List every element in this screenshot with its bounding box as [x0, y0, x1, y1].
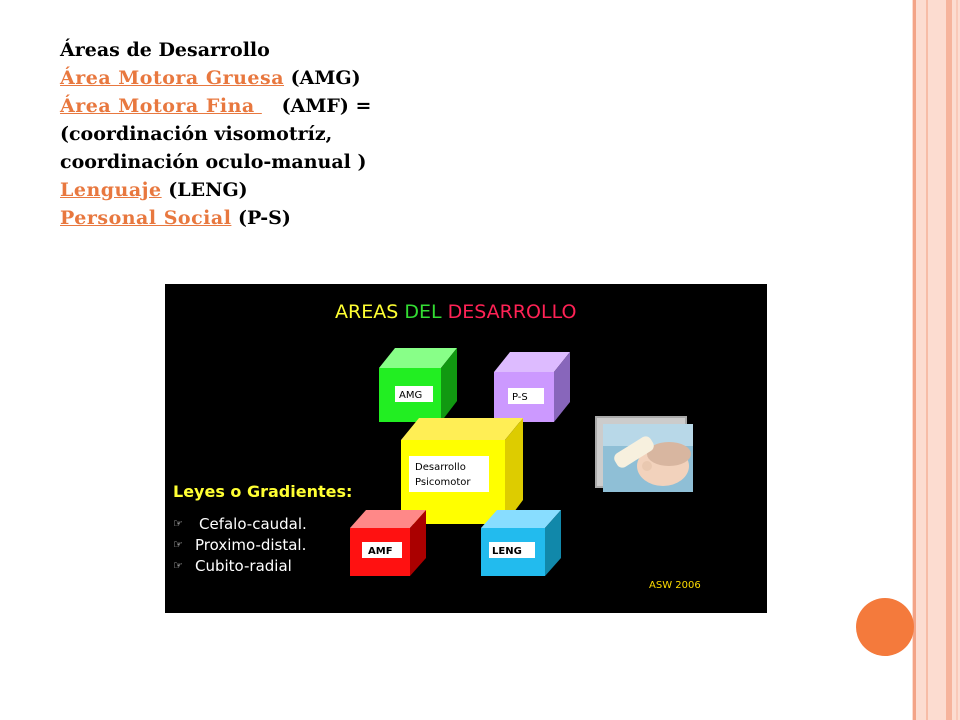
cube-amg-label: AMG — [399, 390, 423, 401]
border-stripe — [956, 0, 958, 720]
item-amf — [60, 92, 440, 120]
border-stripe — [946, 0, 952, 720]
cube-leng-label: LENG — [492, 546, 522, 557]
cube-desarrollo-psicomotor — [401, 418, 523, 524]
cube-amg — [379, 348, 457, 422]
credit-text: ASW 2006 — [649, 580, 701, 591]
item-suffix: (AMG) — [284, 67, 361, 89]
item-ps — [60, 204, 440, 232]
amf-description: (coordinación visomotríz, — [60, 123, 333, 145]
laws-title: Leyes o Gradientes: — [173, 482, 353, 501]
areas-text — [60, 36, 440, 232]
item-suffix: (LENG) — [161, 179, 248, 201]
heading: Áreas de Desarrollo — [60, 39, 270, 61]
right-border — [912, 0, 960, 720]
border-stripe — [926, 0, 928, 720]
bullet-icon: ☞ — [173, 559, 183, 572]
bullet-icon: ☞ — [173, 517, 183, 530]
cube-amf — [350, 510, 426, 576]
law-item: Proximo-distal. — [195, 536, 307, 554]
laws-list — [173, 515, 307, 575]
item-suffix: (AMF) = — [261, 95, 372, 117]
amf-description: coordinación oculo-manual ) — [60, 151, 367, 173]
areas-diagram — [165, 284, 767, 613]
cube-center-label: Psicomotor — [415, 477, 471, 488]
cube-amf-label: AMF — [368, 546, 393, 557]
link-area-motora-fina[interactable]: Área Motora Fina — [60, 95, 262, 117]
item-leng — [60, 176, 440, 204]
law-item: Cefalo-caudal. — [199, 515, 307, 533]
law-item: Cubito-radial — [195, 557, 292, 575]
link-personal-social[interactable]: Personal Social — [60, 207, 232, 229]
decorative-circle — [856, 598, 914, 656]
link-area-motora-gruesa[interactable]: Área Motora Gruesa — [60, 67, 285, 89]
border-stripe — [913, 0, 916, 720]
item-suffix: (P-S) — [231, 207, 291, 229]
cube-ps-label: P-S — [512, 392, 528, 403]
cube-ps — [494, 352, 570, 422]
cube-leng — [481, 510, 561, 576]
cube-center-label: Desarrollo — [415, 462, 466, 473]
link-lenguaje[interactable]: Lenguaje — [60, 179, 162, 201]
baby-photo — [595, 416, 693, 492]
diagram-title: AREAS DEL DESARROLLO — [335, 301, 577, 323]
areas-diagram-image — [165, 284, 767, 613]
item-amg — [60, 64, 440, 92]
bullet-icon: ☞ — [173, 538, 183, 551]
